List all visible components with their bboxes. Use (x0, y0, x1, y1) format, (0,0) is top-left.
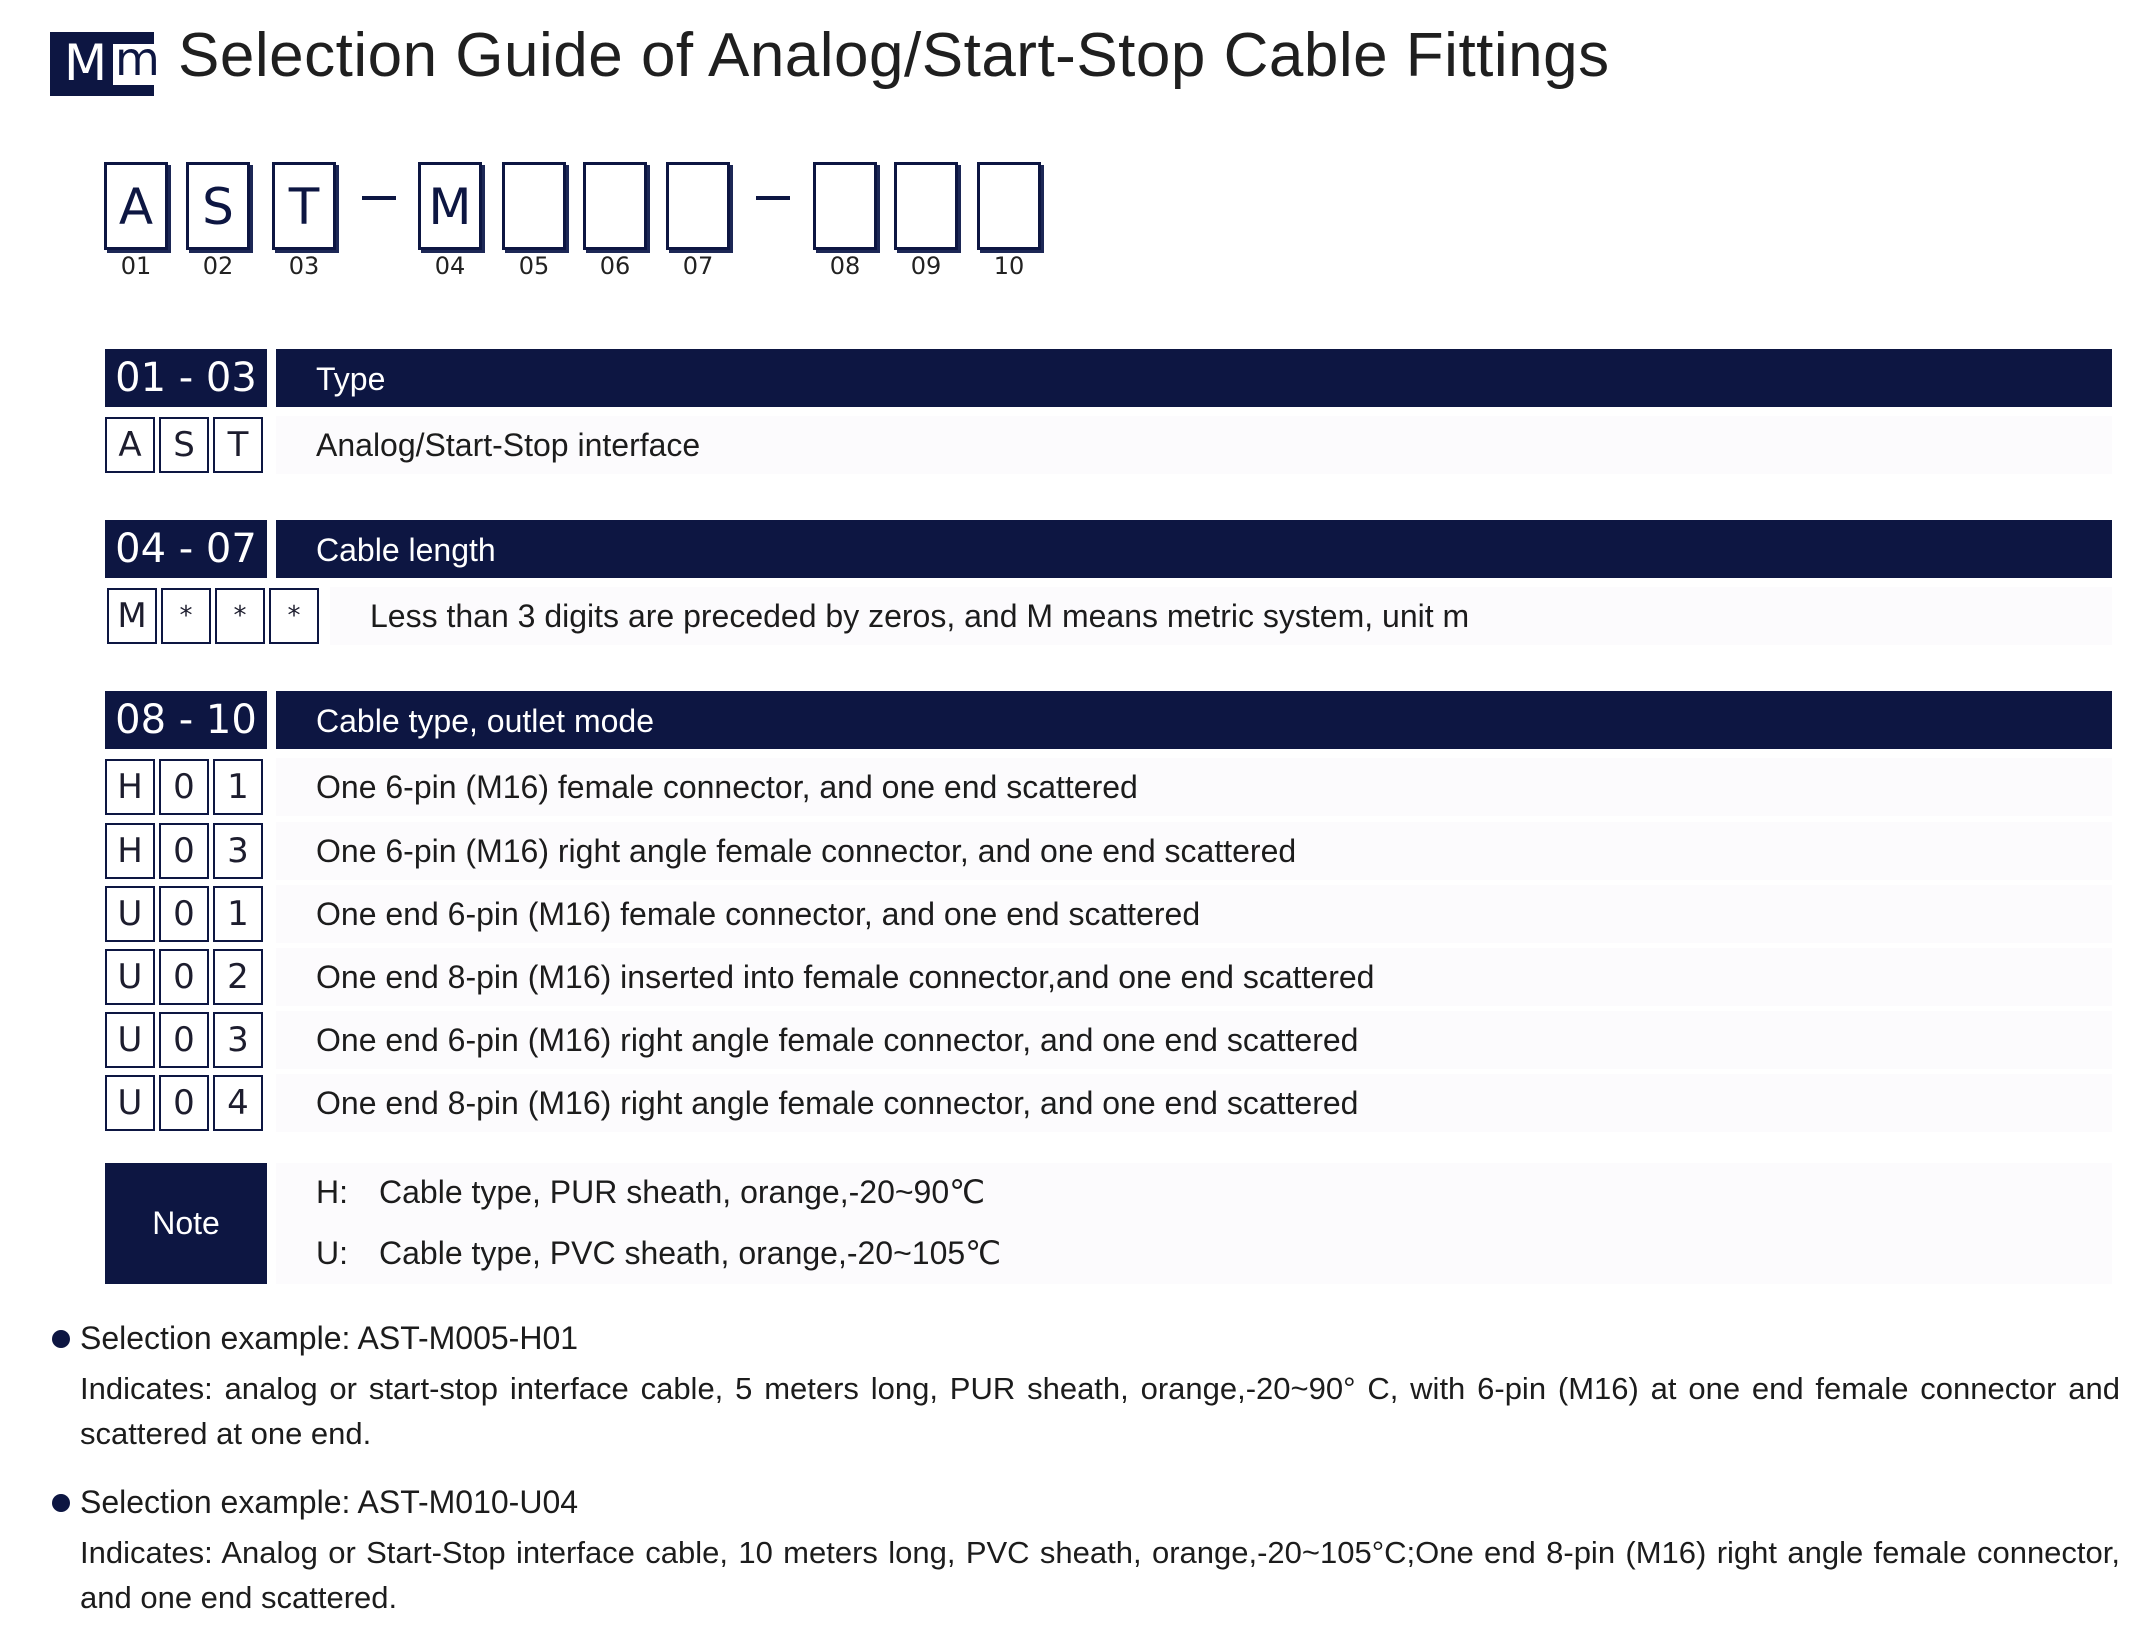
code-box-10 (977, 162, 1041, 250)
option-char: 4 (213, 1075, 263, 1131)
code-box-05 (502, 162, 566, 250)
option-char: 0 (159, 1075, 209, 1131)
option-description: One end 6-pin (M16) right angle female connector, and one end scattered (276, 1011, 2112, 1069)
option-char: U (105, 886, 155, 942)
code-box-07 (666, 162, 730, 250)
code-box-06 (583, 162, 647, 250)
option-char: U (105, 1075, 155, 1131)
code-box-01: A (104, 162, 168, 250)
example-heading (50, 1318, 2120, 1358)
option-char: U (105, 1012, 155, 1068)
option-char: U (105, 949, 155, 1005)
example-description: Indicates: Analog or Start-Stop interface cable, 10 meters long, PVC sheath, orange,-20~105°C;One end 8-pin (M16) right angle female connector, and one end scattered. (80, 1535, 2120, 1615)
note-label: Note (105, 1163, 267, 1284)
note-block (105, 1163, 2112, 1284)
example-heading (50, 1482, 2120, 1522)
note-text (276, 1163, 2112, 1284)
code-number-04: 04 (434, 252, 466, 280)
option-char: T (213, 417, 263, 473)
option-description: One 6-pin (M16) right angle female connector, and one end scattered (276, 822, 2112, 880)
section-code: 08 - 10 (105, 691, 267, 749)
code-number-06: 06 (599, 252, 631, 280)
example-title: Selection example: AST-M005-H01 (80, 1320, 579, 1356)
bullet-icon (52, 1330, 70, 1348)
code-number-02: 02 (202, 252, 234, 280)
code-number-09: 09 (910, 252, 942, 280)
selection-example (50, 1318, 2120, 1456)
option-description: Less than 3 digits are preceded by zeros, and M means metric system, unit m (330, 587, 2112, 645)
section-label: Cable length (276, 520, 2112, 578)
option-char: 3 (213, 1012, 263, 1068)
code-number-01: 01 (120, 252, 152, 280)
code-separator (756, 196, 790, 200)
code-number-07: 07 (682, 252, 714, 280)
code-box-08 (813, 162, 877, 250)
option-char: A (105, 417, 155, 473)
section-label: Cable type, outlet mode (276, 691, 2112, 749)
option-char: * (269, 588, 319, 644)
option-char: M (107, 588, 157, 644)
section-header-cable-type (105, 691, 2112, 749)
option-char: S (159, 417, 209, 473)
option-description: One end 6-pin (M16) female connector, and one end scattered (276, 885, 2112, 943)
section-code: 04 - 07 (105, 520, 267, 578)
code-box-02: S (186, 162, 250, 250)
option-description: One end 8-pin (M16) right angle female connector, and one end scattered (276, 1074, 2112, 1132)
option-char: 3 (213, 823, 263, 879)
code-box-03: T (272, 162, 336, 250)
section-label: Type (276, 349, 2112, 407)
logo-letter-lower: m (115, 32, 160, 86)
option-char: 0 (159, 949, 209, 1005)
option-char: 0 (159, 1012, 209, 1068)
option-row (105, 758, 2112, 816)
logo-letter-upper: M (64, 34, 108, 92)
option-char: 0 (159, 823, 209, 879)
option-description: One 6-pin (M16) female connector, and one end scattered (276, 758, 2112, 816)
note-key: U: (316, 1235, 348, 1271)
code-number-08: 08 (829, 252, 861, 280)
section-header-cable-length (105, 520, 2112, 578)
code-number-10: 10 (993, 252, 1025, 280)
note-value: Cable type, PUR sheath, orange,-20~90℃ (379, 1174, 986, 1210)
option-char: H (105, 823, 155, 879)
option-char: 0 (159, 886, 209, 942)
code-separator (362, 196, 396, 200)
code-number-03: 03 (288, 252, 320, 280)
page-title: Selection Guide of Analog/Start-Stop Cable Fittings (178, 21, 1610, 90)
option-row (105, 587, 2112, 645)
option-row (105, 948, 2112, 1006)
option-description: Analog/Start-Stop interface (276, 416, 2112, 474)
note-line (316, 1234, 1001, 1272)
example-title: Selection example: AST-M010-U04 (80, 1484, 579, 1520)
code-box-04: M (418, 162, 482, 250)
option-row (105, 885, 2112, 943)
code-box-09 (894, 162, 958, 250)
section-code: 01 - 03 (105, 349, 267, 407)
option-char: 1 (213, 886, 263, 942)
option-char: * (215, 588, 265, 644)
note-value: Cable type, PVC sheath, orange,-20~105℃ (379, 1235, 1002, 1271)
option-char: 2 (213, 949, 263, 1005)
option-row (105, 822, 2112, 880)
option-row (105, 1074, 2112, 1132)
model-code-diagram (104, 162, 1104, 302)
note-line (316, 1173, 985, 1211)
option-char: H (105, 759, 155, 815)
option-row (105, 1011, 2112, 1069)
option-char: 0 (159, 759, 209, 815)
section-header-type (105, 349, 2112, 407)
option-char: * (161, 588, 211, 644)
code-number-05: 05 (518, 252, 550, 280)
brand-logo (50, 32, 160, 96)
bullet-icon (52, 1494, 70, 1512)
option-char: 1 (213, 759, 263, 815)
option-description: One end 8-pin (M16) inserted into female connector,and one end scattered (276, 948, 2112, 1006)
note-key: H: (316, 1174, 348, 1210)
selection-example (50, 1482, 2120, 1620)
example-description: Indicates: analog or start-stop interface cable, 5 meters long, PUR sheath, orange,-20~90° C, with 6-pin (M16) at one end female connector and scattered at one end. (80, 1371, 2120, 1451)
option-row (105, 416, 2112, 474)
